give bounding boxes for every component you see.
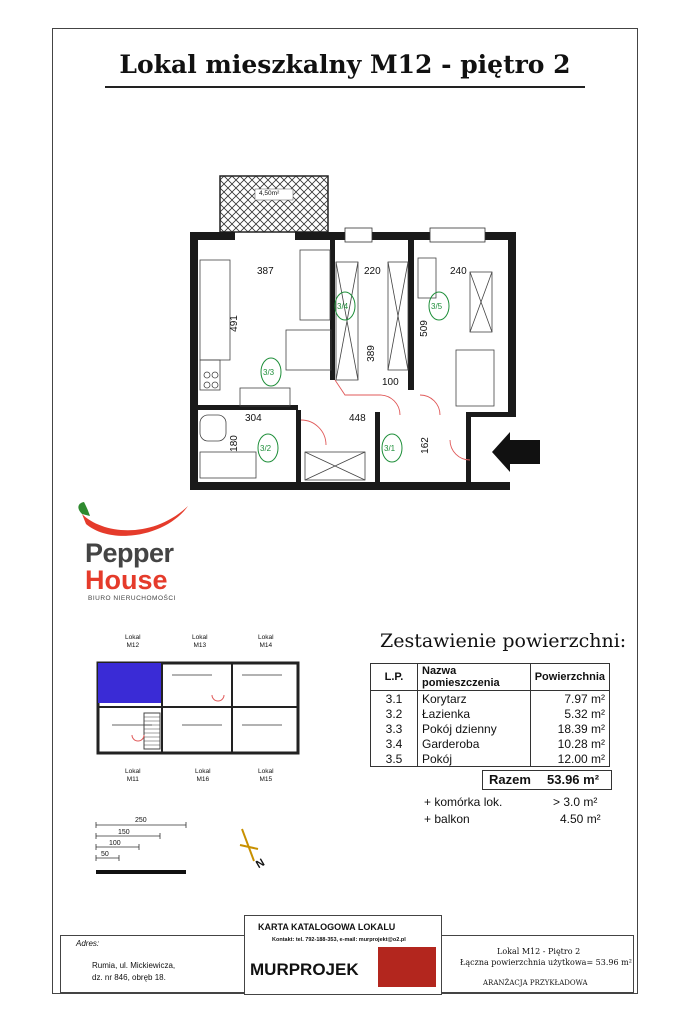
scale-250: 250 (135, 817, 147, 824)
table-row (371, 706, 610, 721)
row-name: Pokój (418, 751, 531, 767)
dim-220: 220 (364, 266, 381, 277)
extra-value-balcony: 4.50 m² (560, 812, 601, 826)
row-lp: 3.4 (371, 736, 418, 751)
key-label-m14: Lokal M14 (258, 634, 274, 649)
dim-100: 100 (382, 377, 399, 388)
row-lp: 3.5 (371, 751, 418, 767)
row-area: 12.00 m² (530, 751, 609, 767)
key-plan (92, 655, 312, 765)
row-lp: 3.3 (371, 721, 418, 736)
row-name: Korytarz (418, 691, 531, 707)
address-line-2: dz. nr 846, obręb 18. (92, 973, 166, 982)
summary-title: Zestawienie powierzchni: (380, 630, 627, 652)
dim-509: 509 (418, 320, 430, 337)
extra-value-storage: > 3.0 m² (553, 795, 598, 809)
balcony-area-label: 4,50m² (259, 190, 280, 197)
table-row (371, 736, 610, 751)
logo-subtitle: BIURO NIERUCHOMOŚCI (88, 595, 176, 602)
arrangement-note: ARANŻACJA PRZYKŁADOWA (483, 979, 588, 987)
row-area: 5.32 m² (530, 706, 609, 721)
row-area: 7.97 m² (530, 691, 609, 707)
total-label: Razem (489, 772, 531, 787)
table-row (371, 751, 610, 767)
dim-387: 387 (257, 266, 274, 277)
row-name: Garderoba (418, 736, 531, 751)
room-tag-3-3: 3/3 (263, 368, 275, 377)
address-line-1: Rumia, ul. Mickiewicza, (92, 961, 176, 970)
room-tag-3-1: 3/1 (384, 444, 396, 453)
extra-label-storage: + komórka lok. (424, 795, 503, 809)
scale-100: 100 (109, 840, 121, 847)
key-plan-highlight-m12 (98, 663, 162, 703)
key-label-m12: Lokal M12 (125, 634, 141, 649)
company-name: MURPROJEK (250, 960, 359, 979)
dim-162: 162 (419, 437, 431, 454)
card-title: KARTA KATALOGOWA LOKALU (258, 922, 396, 932)
dim-180: 180 (228, 435, 240, 452)
logo-word-pepper: Pepper (85, 538, 174, 568)
area-table (370, 663, 610, 767)
scale-50: 50 (101, 851, 109, 858)
address-label: Adres: (76, 939, 100, 948)
dim-448: 448 (349, 413, 366, 424)
row-area: 18.39 m² (530, 721, 609, 736)
room-tag-3-5: 3/5 (431, 302, 443, 311)
key-label-m15: Lokal M15 (258, 768, 274, 783)
svg-text:N: N (254, 856, 267, 872)
room-tag-3-4: 3/4 (337, 302, 349, 311)
row-area: 10.28 m² (530, 736, 609, 751)
row-name: Pokój dzienny (418, 721, 531, 736)
dim-491: 491 (228, 315, 240, 332)
dim-389: 389 (365, 345, 377, 362)
room-tag-3-2: 3/2 (260, 444, 272, 453)
logo-word-house: House (85, 565, 168, 595)
dim-304: 304 (245, 413, 262, 424)
table-row (371, 691, 610, 707)
unit-line: Lokal M12 - Piętro 2 (497, 947, 581, 956)
total-value: 53.96 m² (547, 772, 600, 787)
col-header-area: Powierzchnia (530, 664, 609, 691)
entrance-arrow-icon (492, 432, 540, 472)
total-area-line: Łączna powierzchnia użytkowa= 53.96 m² (460, 958, 632, 967)
furniture (200, 250, 494, 480)
key-label-m13: Lokal M13 (192, 634, 208, 649)
dim-240: 240 (450, 266, 467, 277)
extra-label-balcony: + balkon (424, 812, 470, 826)
col-header-name: Nazwa pomieszczenia (418, 664, 531, 691)
scale-150: 150 (118, 829, 130, 836)
key-label-m16: Lokal M16 (195, 768, 211, 783)
row-lp: 3.2 (371, 706, 418, 721)
row-lp: 3.1 (371, 691, 418, 707)
table-header-row (371, 664, 610, 691)
page-title: Lokal mieszkalny M12 - piętro 2 (119, 50, 571, 79)
north-arrow-icon (232, 825, 276, 873)
stamp-red-block (378, 947, 436, 987)
contact-line: Kontakt: tel. 792-188-353, e-mail: murprojekt@o2.pl (272, 937, 406, 943)
total-box (482, 770, 612, 790)
col-header-lp: L.P. (371, 664, 418, 691)
table-row (371, 721, 610, 736)
key-label-m11: Lokal M11 (125, 768, 141, 783)
balcony (220, 176, 328, 232)
row-name: Łazienka (418, 706, 531, 721)
